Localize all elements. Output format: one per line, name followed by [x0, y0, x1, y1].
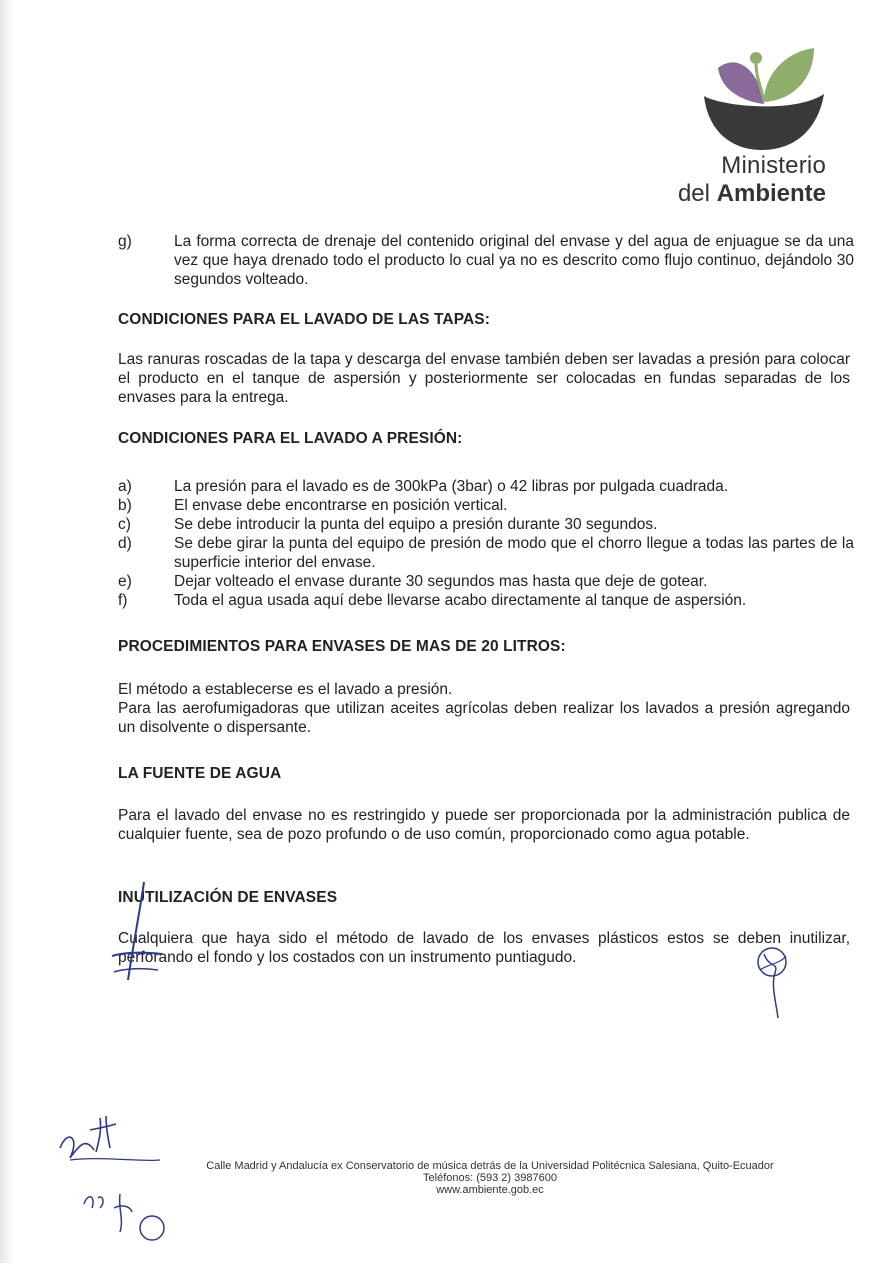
heading-mas-20-litros: PROCEDIMIENTOS PARA ENVASES DE MAS DE 20 LITROS:: [118, 638, 566, 655]
list-item-b: [118, 496, 854, 515]
list-item-text: El envase debe encontrarse en posición vertical.: [174, 497, 508, 514]
logo-text-ambiente: [678, 180, 826, 208]
list-marker: d): [118, 535, 132, 552]
list-item-text: Toda el agua usada aquí debe llevarse acabo directamente al tanque de aspersión.: [174, 592, 747, 609]
logo-text-del: del: [677, 180, 710, 207]
list-item-text: Se debe girar la punta del equipo de presión de modo que el chorro llegue a todas las partes de la superficie interior del envase.: [174, 535, 854, 571]
handwritten-initial-mark: [104, 880, 174, 990]
footer-phones: Teléfonos: (593 2) 3987600: [423, 1172, 557, 1184]
list-marker: g): [118, 233, 132, 250]
footer: [120, 1160, 860, 1196]
paragraph-inutilizacion: Cualquiera que haya sido el método de lavado de los envases plásticos estos se deben inutilizar, perforando el fondo y los costados con un instrumento puntiagudo.: [118, 930, 850, 966]
logo-text-ambiente-bold: Ambiente: [716, 180, 826, 207]
heading-lavado-presion: CONDICIONES PARA EL LAVADO A PRESIÓN:: [118, 430, 463, 447]
list-item-text: La forma correcta de drenaje del contenido original del envase y del agua de enjuague se da una vez que haya drenado todo el producto lo cual ya no es descrito como flujo continuo, dejándolo 30 segundos volteado.: [174, 233, 854, 288]
footer-address: Calle Madrid y Andalucía ex Conservatorio de música detrás de la Universidad Politécnica Salesiana, Quito-Ecuador: [206, 1160, 774, 1172]
paragraph-fuente-agua: Para el lavado del envase no es restringido y puede ser proporcionada por la administración publica de cualquier fuente, sea de pozo profundo o de uso común, proporcionado como agua potable.: [118, 807, 850, 843]
list-item-a: [118, 477, 854, 496]
heading-fuente-agua: LA FUENTE DE AGUA: [118, 765, 282, 782]
list-item-d: [118, 534, 854, 572]
list-item-g: [118, 232, 854, 289]
list-item-text: La presión para el lavado es de 300kPa (3bar) o 42 libras por pulgada cuadrada.: [174, 478, 729, 495]
logo-text-ministerio: Ministerio: [721, 152, 826, 179]
footer-website[interactable]: www.ambiente.gob.ec: [436, 1184, 544, 1196]
list-marker: e): [118, 573, 132, 590]
list-item-f: [118, 591, 854, 610]
list-item-c: [118, 515, 854, 534]
list-marker: b): [118, 497, 132, 514]
list-item-e: [118, 572, 854, 591]
heading-lavado-tapas: CONDICIONES PARA EL LAVADO DE LAS TAPAS:: [118, 311, 490, 328]
heading-inutilizacion: INUTILIZACIÓN DE ENVASES: [118, 889, 338, 906]
list-item-text: Dejar volteado el envase durante 30 segundos mas hasta que deje de gotear.: [174, 573, 708, 590]
list-item-text: Se debe introducir la punta del equipo a presión durante 30 segundos.: [174, 516, 658, 533]
list-marker: a): [118, 478, 132, 495]
list-marker: f): [118, 592, 128, 609]
handwritten-signature-right: [750, 940, 800, 1020]
paragraph-mas-20-litros: [118, 680, 850, 737]
paragraph-line-aerofumigadoras: Para las aerofumigadoras que utilizan aceites agrícolas deben realizar los lavados a presión agregando un disolvente o dispersante.: [118, 700, 850, 736]
paragraph-lavado-tapas: Las ranuras roscadas de la tapa y descarga del envase también deben ser lavadas a presión para colocar el producto en el tanque de aspersión y posteriormente ser colocadas en fundas separadas de los envases para la entrega.: [118, 351, 850, 406]
scan-edge-shadow: [0, 0, 14, 1263]
paragraph-line-metodo: El método a establecerse es el lavado a presión.: [118, 681, 453, 698]
ministerio-logo: [676, 44, 856, 210]
list-marker: c): [118, 516, 131, 533]
leaf-emblem-icon: [698, 44, 828, 152]
